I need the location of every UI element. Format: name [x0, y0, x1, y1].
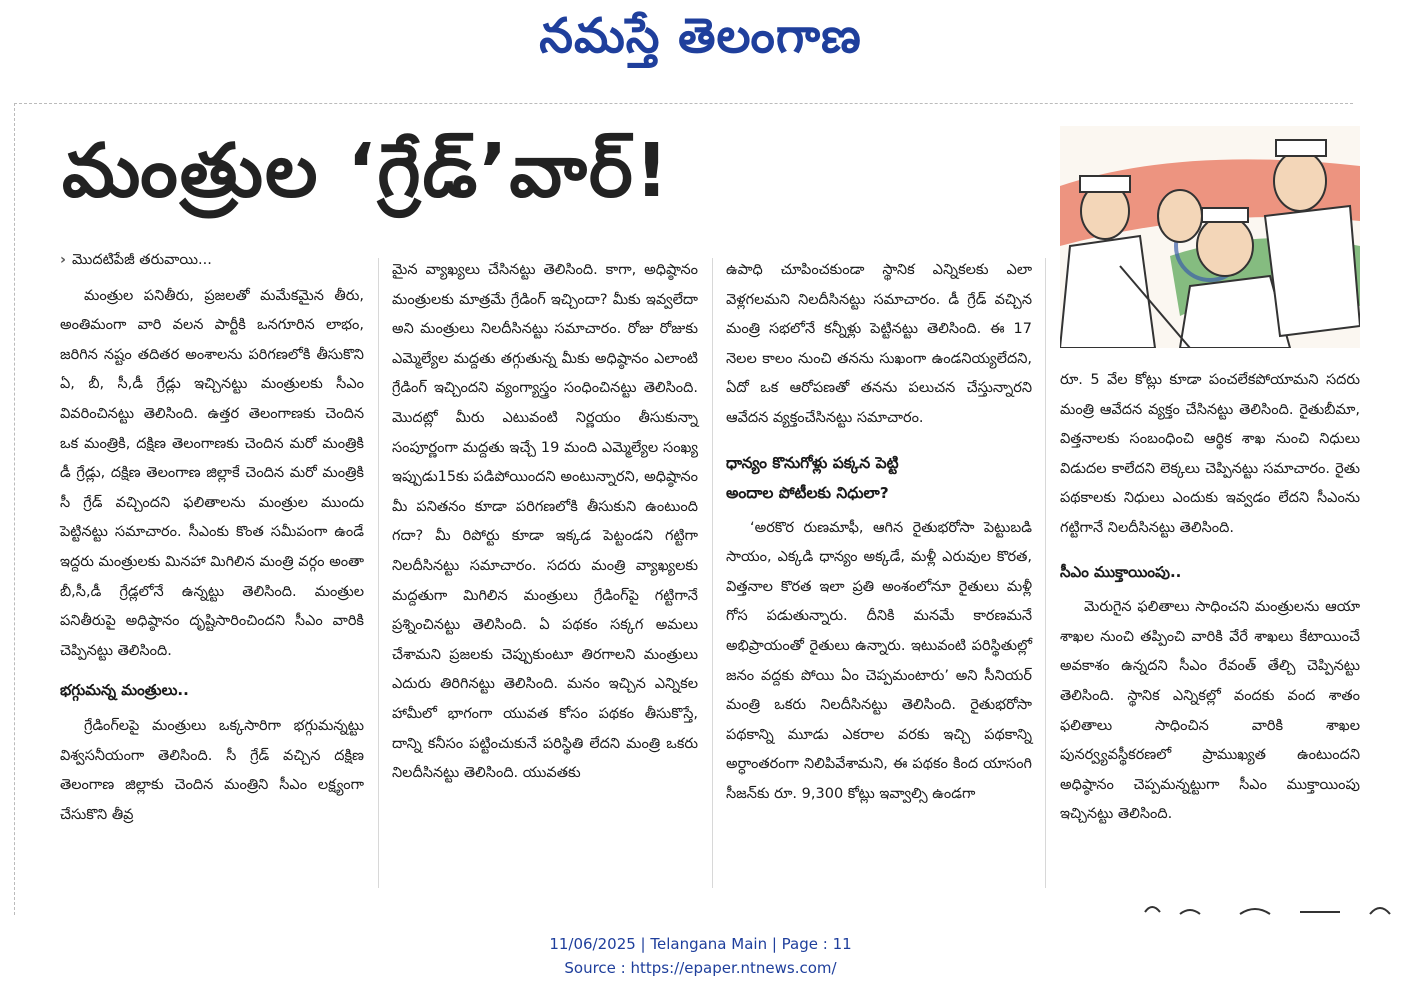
column-divider: [378, 258, 379, 888]
article-column-4: [1060, 366, 1360, 830]
paragraph: మైన వ్యాఖ్యలు చేసినట్టు తెలిసింది. కాగా, అధిష్ఠానం మంత్రులకు మాత్రమే గ్రేడింగ్ ఇచ్చిందా? మీకు ఇవ్వలేదా అని మంత్రులు నిలదీసినట్టు సమాచారం. రోజు రోజుకు ఎమ్మెల్యేల మద్దతు తగ్గుతున్న మీకు అధిష్ఠానం ఎలాంటి గ్రేడింగ్ ఇచ్చిందని వ్యంగ్యాస్త్రం సంధించినట్టు తెలిసింది. మొదట్లో మీరు ఎటువంటి నిర్ణయం తీసుకున్నా సంపూర్ణంగా మద్దతు ఇచ్చే 19 మంది ఎమ్మెల్యేల సంఖ్య ఇప్పుడు15కు పడిపోయిందని అంటున్నారని, అధిష్ఠానం మీ పనితనం కూడా పరిగణలోకి తీసుకుని ఉంటుంది గదా? మీ రిపోర్టు కూడా ఇక్కడ పెట్టండని గట్టిగా నిలదీసినట్టు సమాచారం. సదరు మంత్రి వ్యాఖ్యలకు మద్దతుగా మిగిలిన మంత్రులు గ్రేడింగ్‌పై గట్టిగానే ప్రశ్నించినట్టు తెలిసింది. ఏ పథకం సక్కగ అమలు చేశామని ప్రజలకు చెప్పుకుంటూ తిరగాలని మంత్రులు ఎదురు తిరిగినట్టు తెలిసింది. మనం ఇచ్చిన ఎన్నికల హామీలో భాగంగా యువత కోసం పథకం తీసుకొస్తే, దాన్ని కనీసం పట్టించుకునే పరిస్థితి లేదని మంత్రి ఒకరు నిలదీసినట్టు తెలిసింది. యువతకు: [392, 262, 698, 782]
article-column-2: [392, 256, 698, 789]
left-rule: [14, 103, 15, 915]
chevron-right-icon: ›: [60, 252, 66, 268]
masthead-logo: నమస్తే తెలంగాణ: [539, 8, 862, 64]
paragraph: గ్రేడింగ్‌లపై మంత్రులు ఒక్కసారిగా భగ్గుమన్నట్టు విశ్వసనీయంగా తెలిసింది. సీ గ్రేడ్ వచ్చిన దక్షిణ తెలంగాణ జిల్లాకు చెందిన మంత్రిని సీఎం లక్ష్యంగా చేసుకొని తీవ్ర: [60, 717, 364, 823]
section-subhead: సీఎం ముక్తాయింపు..: [1060, 562, 1182, 581]
article-column-3: [726, 256, 1032, 810]
headline: మంత్రుల ‘గ్రేడ్’వార్!: [62, 128, 671, 214]
article-column-1: [60, 246, 364, 830]
footer-source: Source : https://epaper.ntnews.com/: [564, 959, 837, 977]
paragraph: మంత్రుల పనితీరు, ప్రజలతో మమేకమైన తీరు, అంతిమంగా వారి వలన పార్టీకి ఒనగూరిన లాభం, జరిగిన నష్టం తదితర అంశాలను పరిగణలోకి తీసుకొని ఏ, బీ, సీ,డీ గ్రేడ్లు ఇచ్చినట్టు మంత్రులకు సీఎం వివరించినట్టు తెలిసింది. ఉత్తర తెలంగాణకు చెందిన ఒక మంత్రికి, దక్షిణ తెలంగాణకు చెందిన మరో మంత్రికి డీ గ్రేడ్లు, దక్షిణ తెలంగాణ జిల్లాకే చెందిన మరో మంత్రికి సీ గ్రేడ్ వచ్చిందని ఫలితాలను మంత్రుల ముందు పెట్టినట్టు సమాచారం. సీఎంకు కొంత సమీపంగా ఉండే ఇద్దరు మంత్రులకు మినహా మిగిలిన మంత్రి వర్గం అంతా బీ,సీ,డీ గ్రేడ్లలోనే ఉన్నట్టు తెలిసింది. మంత్రుల పనితీరుపై అధిష్ఠానం దృష్టిసారించిందని సీఎం వారికి చెప్పినట్టు తెలిసింది.: [60, 287, 364, 659]
paragraph: ఉపాధి చూపించకుండా స్థానిక ఎన్నికలకు ఎలా వెళ్లగలమని నిలదీసినట్టు సమాచారం. డీ గ్రేడ్ వచ్చిన మంత్రి సభలోనే కన్నీళ్లు పెట్టినట్టు తెలిసింది. ఈ 17 నెలల కాలం నుంచి తనను సుఖంగా ఉండనియ్యలేదని, ఏదో ఒక ఆరోపణతో తనను పలుచన చేస్తున్నారని ఆవేదన వ్యక్తంచేసినట్టు సమాచారం.: [726, 262, 1032, 426]
paragraph: మెరుగైన ఫలితాలు సాధించని మంత్రులను ఆయా శాఖల నుంచి తప్పించి వారికి వేరే శాఖలు కేటాయించే అవకాశం ఉన్నదని సీఎం రేవంత్ తేల్చి చెప్పినట్టు తెలిసింది. స్థానిక ఎన్నికల్లో వందకు వంద శాతం ఫలితాలు సాధించిన వారికి శాఖల పునర్వ్యవస్థీకరణలో ప్రాముఖ్యత ఉంటుందని అధిష్ఠానం చెప్పమన్నట్టుగా సీఎం ముక్తాయింపు ఇచ్చినట్టు తెలిసింది.: [1060, 599, 1360, 823]
next-article-fragment: [1140, 898, 1400, 920]
paragraph: ‘అరకొర రుణమాఫీ, ఆగిన రైతుభరోసా పెట్టుబడి సాయం, ఎక్కడి ధాన్యం అక్కడే, మళ్లీ ఎరువుల కొరత, విత్తనాల కొరత ఇలా ప్రతి అంశంలోనూ రైతులు మళ్లీ గోస పడుతున్నారు. దీనికి మనమే కారణమనే అభిప్రాయంతో రైతులు ఉన్నారు. ఇటువంటి పరిస్థితుల్లో జనం వద్దకు పోయి ఏం చెప్పమంటారు’ అని సీనియర్ మంత్రి ఒకరు నిలదీసినట్టు తెలిసింది. రైతుభరోసా పథకాన్ని మూడు ఎకరాల వరకు ఇచ్చి పథకాన్ని అర్ధాంతరంగా నిలిపివేశామని, ఈ పథకం కింద యాసంగి సీజన్‌కు రూ. 9,300 కోట్లు ఇవ్వాల్సి ఉండగా: [726, 519, 1032, 802]
paragraph: రూ. 5 వేల కోట్లు కూడా పంచలేకపోయామని సదరు మంత్రి ఆవేదన వ్యక్తం చేసినట్టు తెలిసింది. రైతుబీమా, విత్తనాలకు సంబంధించి ఆర్థిక శాఖ నుంచి నిధులు విడుదల కాలేదని లెక్కలు చెప్పినట్టు సమాచారం. రైతు పథకాలకు నిధులు ఎందుకు ఇవ్వడం లేదని సీఎంను గట్టిగానే నిలదీసినట్టు తెలిసింది.: [1060, 372, 1360, 536]
footer-edition: 11/06/2025 | Telangana Main | Page : 11: [549, 935, 852, 953]
top-rule: [14, 103, 1353, 104]
subhead-line: ధాన్యం కొనుగోళ్లు పక్కన పెట్టి: [726, 453, 899, 472]
cartoon-illustration: [1060, 126, 1360, 348]
section-subhead: భగ్గుమన్న మంత్రులు..: [60, 681, 189, 700]
subhead-line: అందాల పోటీలకు నిధులా?: [726, 483, 889, 502]
continuation-note: [60, 246, 364, 276]
section-subhead: [726, 448, 1032, 508]
continuation-text: మొదటిపేజీ తరువాయి...: [71, 252, 212, 268]
page-footer: [0, 932, 1401, 980]
column-divider: [712, 258, 713, 888]
column-divider: [1045, 258, 1046, 888]
